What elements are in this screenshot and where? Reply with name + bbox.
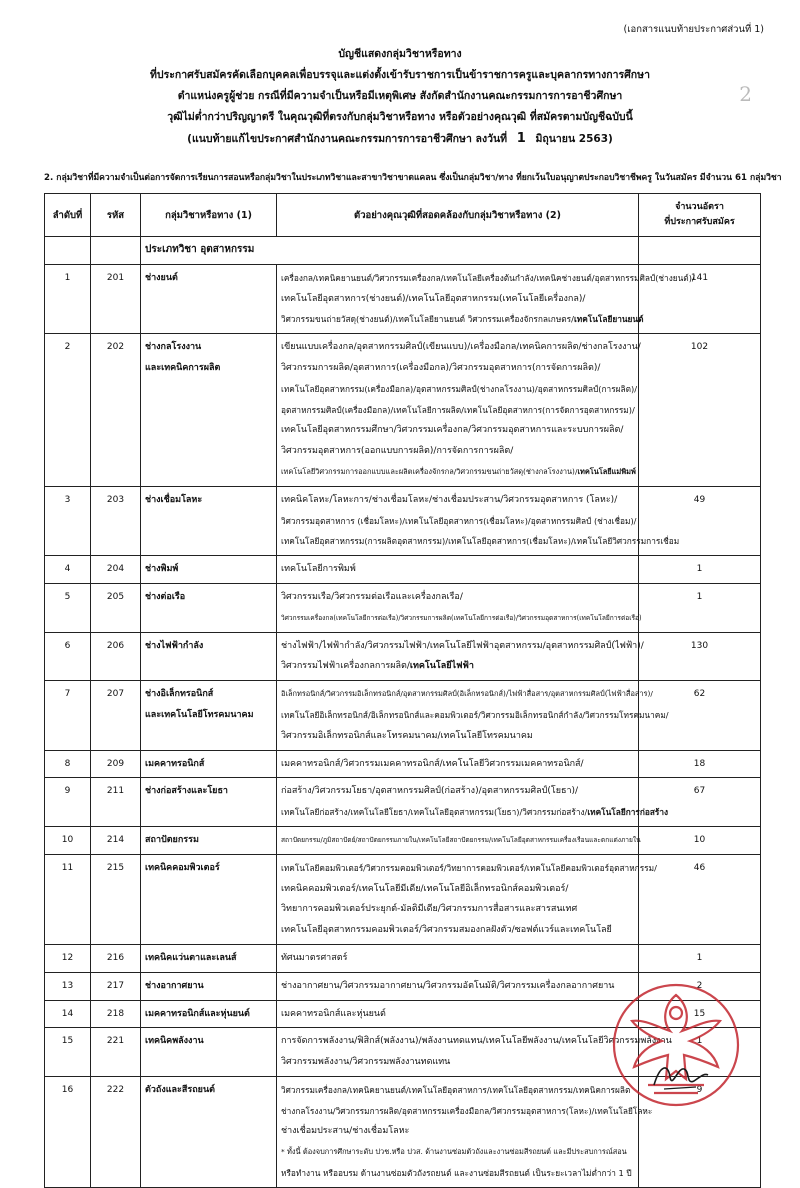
- row-number: 3: [45, 486, 91, 555]
- qualification-line: [281, 420, 634, 441]
- qualification-text: ช่างอากาศยาน/วิศวกรรมอากาศยาน/วิศวกรรมอัตโนมัติ/วิศวกรรมเครื่องกลอากาศยาน: [281, 980, 615, 991]
- qualification-line: [281, 289, 634, 310]
- qualification-line: [281, 309, 644, 330]
- row-group: [141, 750, 277, 778]
- row-qualifications: [277, 334, 639, 487]
- qualification-line: [281, 1052, 634, 1073]
- qualification-line: [281, 337, 641, 358]
- qualification-line: [281, 462, 634, 483]
- row-qualifications: [277, 826, 639, 854]
- row-group: [141, 826, 277, 854]
- row-seats: 62: [639, 681, 761, 750]
- table-row: [45, 334, 761, 487]
- header-seats: [639, 194, 761, 237]
- row-code: 206: [91, 632, 141, 681]
- row-seats: 1: [639, 583, 761, 632]
- qualification-line: [281, 400, 634, 421]
- row-number: 4: [45, 556, 91, 584]
- row-qualifications: [277, 750, 639, 778]
- row-code: 202: [91, 334, 141, 487]
- qualification-line: [281, 531, 680, 552]
- row-number: 8: [45, 750, 91, 778]
- row-group: [141, 1076, 277, 1187]
- qualification-line: [281, 587, 634, 608]
- row-number: 1: [45, 264, 91, 333]
- group-line: สถาปัตยกรรม: [145, 834, 199, 845]
- qualification-text: เทคโนโลยีวิศวกรรมการออกแบบและผลิตเครื่องจักรกล/วิศวกรรมขนถ่ายวัสดุ(ช่างกลโรงงาน)/: [281, 466, 578, 476]
- row-seats: 1: [639, 1028, 761, 1077]
- group-line: ช่างยนต์: [145, 272, 178, 283]
- qualification-line: [281, 441, 634, 462]
- qualification-text: เทคโนโลยีอุตสาหกรรม(การผลิตอุตสาหกรรม)/เทคโนโลยีอุตสาหการ(เชื่อมโลหะ)/เทคโนโลยีวิศวกรรมการเชื่อม: [281, 536, 680, 547]
- table-row: [45, 854, 761, 944]
- group-line: ช่างก่อสร้างและโยธา: [145, 786, 228, 797]
- qualification-text: เทคโนโลยีก่อสร้าง/เทคโนโลยีโยธา/เทคโนโลยีอุตสาหกรรม(โยธา)/วิศวกรรมก่อสร้าง/: [281, 807, 588, 818]
- group-line: และเทคโนโลยีโทรคมนาคม: [145, 709, 254, 720]
- row-seats: 67: [639, 778, 761, 827]
- group-line: ช่างเชื่อมโลหะ: [145, 494, 203, 505]
- row-number: 5: [45, 583, 91, 632]
- row-qualifications: [277, 1000, 639, 1028]
- row-group: [141, 334, 277, 487]
- qualification-text: เครื่องกล/เทคนิคยานยนต์/วิศวกรรมเครื่องกล/เทคโนโลยีเครื่องต้นกำลัง/เทคนิคช่างยนต์/อุตสาหกรรมศิลป์(ช่างยนต์)/: [281, 272, 695, 283]
- row-code: 205: [91, 583, 141, 632]
- qualification-text: หรือทำงาน หรืออบรม ด้านงานซ่อมตัวถังรถยนต์ และงานซ่อมสีรถยนต์ เป็นระยะเวลาไม่ต่ำกว่า 1 ปี: [281, 1168, 632, 1179]
- qualification-line: [281, 1080, 634, 1101]
- table-header-row: [45, 194, 761, 237]
- group-line: และเทคนิคการผลิต: [145, 362, 221, 373]
- qualification-line: [281, 830, 641, 851]
- heading-line: ตำแหน่งครูผู้ช่วย กรณีที่มีความจำเป็นหรือมีเหตุพิเศษ สังกัดสำนักงานคณะกรรมการการอาชีวศึกษา: [177, 90, 623, 102]
- qualification-line: [281, 1101, 653, 1122]
- date-line: [0, 128, 800, 150]
- row-number: 9: [45, 778, 91, 827]
- row-seats: 141: [639, 264, 761, 333]
- table-row: [45, 583, 761, 632]
- qualification-line: [281, 379, 638, 400]
- qualification-text: เมคคาทรอนิกส์และหุ่นยนต์: [281, 1008, 386, 1019]
- date-line-pre: (แนบท้ายแก้ไขประกาศสำนักงานคณะกรรมการการอาชีวศึกษา ลงวันที่: [187, 133, 508, 145]
- heading-line: บัญชีแสดงกลุ่มวิชาหรือทาง: [338, 48, 462, 60]
- group-line: เมคคาทรอนิกส์: [145, 758, 205, 769]
- row-qualifications: [277, 486, 680, 555]
- qualification-line: [281, 1121, 634, 1142]
- row-group: [141, 1000, 277, 1028]
- qualification-text: ช่างกลโรงงาน/วิศวกรรมการผลิต/อุตสาหกรรมเครื่องมือกล/วิศวกรรมอุตสาหการ(โลหะ)/เทคโนโลยีโลหะ: [281, 1105, 653, 1116]
- qualification-line: [281, 608, 642, 629]
- qualification-bold-text: เทคโนโลยีแม่พิมพ์: [577, 466, 636, 476]
- qualification-line: [281, 490, 634, 511]
- row-qualifications: [277, 681, 669, 750]
- qualification-bold-text: เทคโนโลยีการก่อสร้าง: [587, 807, 669, 818]
- qualification-text: อุตสาหกรรมศิลป์(เครื่องมือกล)/เทคโนโลยีการผลิต/เทคโนโลยีอุตสาหการ(การจัดการอุตสาหกรรม)/: [281, 404, 635, 415]
- qualification-text: เทคโนโลยีคอมพิวเตอร์/วิศวกรรมคอมพิวเตอร์/วิทยาการคอมพิวเตอร์/เทคโนโลยีคอมพิวเตอร์อุตสาหกรรม/: [281, 862, 657, 873]
- row-code: 207: [91, 681, 141, 750]
- qualification-line: [281, 802, 669, 823]
- group-line: เทคนิคแว่นตาและเลนส์: [145, 952, 237, 963]
- row-seats: 102: [639, 334, 761, 487]
- document-heading: [0, 44, 800, 150]
- table-row: [45, 750, 761, 778]
- qualification-text: วิศวกรรมอิเล็กทรอนิกส์และโทรคมนาคม/เทคโนโลยีโทรคมนาคม: [281, 730, 533, 741]
- row-code: 215: [91, 854, 141, 944]
- row-seats: 46: [639, 854, 761, 944]
- row-number: 15: [45, 1028, 91, 1077]
- group-line: ช่างกลโรงงาน: [145, 342, 202, 353]
- group-line: ช่างต่อเรือ: [145, 591, 186, 602]
- row-qualifications: [277, 1076, 653, 1187]
- qualification-line: [281, 899, 634, 920]
- qualification-text: เทคโนโลยีอิเล็กทรอนิกส์/อิเล็กทรอนิกส์และคอมพิวเตอร์/วิศวกรรมอิเล็กทรอนิกส์กำลัง/วิศวกรรมโทรคมนาคม/: [281, 709, 669, 720]
- qualification-line: [281, 879, 634, 900]
- header-code: รหัส: [91, 194, 141, 237]
- table-row: [45, 778, 761, 827]
- group-line: เทคนิคคอมพิวเตอร์: [145, 862, 220, 873]
- qualification-text: การจัดการพลังงาน/ฟิสิกส์(พลังงาน)/พลังงานทดแทน/เทคโนโลยีพลังงาน/เทคโนโลยีวิศวกรรมพลังงาน: [281, 1036, 672, 1047]
- qualification-line: [281, 268, 695, 289]
- row-number: 12: [45, 944, 91, 972]
- qualification-text: เขียนแบบเครื่องกล/อุตสาหกรรมศิลป์(เขียนแบบ)/เครื่องมือกล/เทคนิคการผลิต/ช่างกลโรงงาน/: [281, 342, 641, 353]
- header-qualification: ตัวอย่างคุณวุฒิที่สอดคล้องกับกลุ่มวิชาหรือทาง (2): [277, 194, 639, 237]
- qualification-line: [281, 684, 653, 705]
- group-line: เมคคาทรอนิกส์และหุ่นยนต์: [145, 1008, 250, 1019]
- row-seats: 9: [639, 1076, 761, 1187]
- header-group: กลุ่มวิชาหรือทาง (1): [141, 194, 277, 237]
- qualification-line: [281, 511, 637, 532]
- row-group: [141, 264, 277, 333]
- row-number: 14: [45, 1000, 91, 1028]
- row-code: 211: [91, 778, 141, 827]
- group-line: ช่างอากาศยาน: [145, 980, 204, 991]
- category-row: [45, 237, 761, 265]
- row-code: 216: [91, 944, 141, 972]
- row-qualifications: [277, 854, 657, 944]
- qualification-text: วิศวกรรมการผลิต/อุตสาหการ(เครื่องมือกล)/วิศวกรรมอุตสาหการ(การจัดการผลิต)/: [281, 362, 601, 373]
- row-number: 10: [45, 826, 91, 854]
- table-row: [45, 681, 761, 750]
- qualification-text: เทคโนโลยีการพิมพ์: [281, 564, 356, 575]
- group-line: ช่างไฟฟ้ากำลัง: [145, 640, 204, 651]
- qualification-text: วิศวกรรมเครื่องกล(เทคโนโลยีการต่อเรือ)/วิศวกรรมการผลิต(เทคโนโลยีการต่อเรือ)/วิศวกรรมอุตสาหการ(เทคโนโลยีการต่อเรือ): [281, 613, 642, 622]
- qualification-text: วิศวกรรมขนถ่ายวัสดุ(ช่างยนต์)/เทคโนโลยียานยนต์ วิศวกรรมเครื่องจักรกลเกษตร/: [281, 314, 574, 325]
- qualification-text: วิศวกรรมเรือ/วิศวกรรมต่อเรือและเครื่องกลเรือ/: [281, 591, 463, 602]
- qualification-text: สถาปัตยกรรม/ภูมิสถาปัตย์/สถาปัตยกรรมภายใน/เทคโนโลยีสถาปัตยกรรม/เทคโนโลยีอุตสาหกรรมเครื่องเรือนและตกแต่งภายใน: [281, 835, 641, 844]
- row-number: 11: [45, 854, 91, 944]
- header-no: ลำดับที่: [45, 194, 91, 237]
- row-group: [141, 583, 277, 632]
- qualification-text: ช่างเชื่อมประสาน/ช่างเชื่อมโลหะ: [281, 1126, 410, 1137]
- row-number: 16: [45, 1076, 91, 1187]
- row-number: 13: [45, 972, 91, 1000]
- qualification-line: [281, 656, 634, 677]
- row-code: 222: [91, 1076, 141, 1187]
- row-number: 6: [45, 632, 91, 681]
- row-code: 204: [91, 556, 141, 584]
- qualification-line: [281, 1031, 672, 1052]
- category-label: ประเภทวิชา อุตสาหกรรม: [141, 237, 639, 265]
- qualification-bold-text: เทคโนโลยียานยนต์: [573, 314, 644, 325]
- qualification-line: [281, 948, 634, 969]
- table-row: [45, 556, 761, 584]
- qualification-text: เทคโนโลยีอุตสาหกรรม(เครื่องมือกล)/อุตสาหกรรมศิลป์(ช่างกลโรงงาน)/อุตสาหกรรมศิลป์(การผลิต)/: [281, 383, 638, 394]
- qualification-line: [281, 726, 634, 747]
- qualification-text: วิศวกรรมพลังงาน/วิศวกรรมพลังงานทดแทน: [281, 1057, 451, 1068]
- row-group: [141, 556, 277, 584]
- row-group: [141, 1028, 277, 1077]
- table-row: [45, 826, 761, 854]
- row-seats: 18: [639, 750, 761, 778]
- qualification-line: [281, 636, 644, 657]
- top-note: (เอกสารแนบท้ายประกาศส่วนที่ 1): [623, 24, 764, 35]
- qualification-line: [281, 358, 634, 379]
- section-title: 2. กลุ่มวิชาที่มีความจำเป็นต่อการจัดการเรียนการสอนหรือกลุ่มวิชาในประเภทวิชาและสาขาวิชาขาดแคลน ซึ่งเป็นกลุ่มวิชา/ทาง ที่ยกเว้นใบอนุญาตประกอบวิชาชีพครู ในวันสมัคร มีจำนวน 61 กลุ่มวิชา: [44, 173, 782, 183]
- row-seats: 15: [639, 1000, 761, 1028]
- qualification-line: [281, 1142, 634, 1163]
- row-qualifications: [277, 1028, 672, 1077]
- group-line: ช่างพิมพ์: [145, 564, 179, 575]
- row-group: [141, 854, 277, 944]
- row-group: [141, 944, 277, 972]
- row-code: 201: [91, 264, 141, 333]
- qualification-bold-text: เทคโนโลยีไฟฟ้า: [409, 661, 474, 672]
- table-row: [45, 944, 761, 972]
- row-qualifications: [277, 556, 639, 584]
- qualification-text: วิศวกรรมเครื่องกล/เทคนิคยานยนต์/เทคโนโลยีอุตสาหการ/เทคโนโลยีอุตสาหกรรม/เทคนิคการผลิต: [281, 1084, 631, 1095]
- row-qualifications: [277, 583, 642, 632]
- header-seats-line: จำนวนอัตรา: [675, 202, 724, 212]
- row-code: 221: [91, 1028, 141, 1077]
- qualification-text: เทคโนโลยีอุตสาหการ(ช่างยนต์)/เทคโนโลยีอุตสาหกรรม(เทคโนโลยีเครื่องกล)/: [281, 293, 586, 304]
- qualification-line: [281, 1163, 634, 1184]
- qualification-text: เทคนิคโลหะ/โลหะการ/ช่างเชื่อมโลหะ/ช่างเชื่อมประสาน/วิศวกรรมอุตสาหการ (โลหะ)/: [281, 494, 618, 505]
- qualification-line: [281, 1004, 634, 1025]
- date-line-post: มิถุนายน 2563): [535, 133, 613, 145]
- signature-icon: [650, 1055, 710, 1095]
- row-code: 218: [91, 1000, 141, 1028]
- row-qualifications: [277, 632, 644, 681]
- row-group: [141, 632, 277, 681]
- page-number: 2: [739, 82, 752, 106]
- row-qualifications: [277, 778, 669, 827]
- qualification-text: เมคคาทรอนิกส์/วิศวกรรมเมคคาทรอนิกส์/เทคโนโลยีวิศวกรรมเมคคาทรอนิกส์/: [281, 758, 584, 769]
- qualification-text: ทัศนมาตรศาสตร์: [281, 952, 348, 963]
- row-seats: 10: [639, 826, 761, 854]
- row-number: 7: [45, 681, 91, 750]
- table-row: [45, 264, 761, 333]
- row-seats: 2: [639, 972, 761, 1000]
- qualification-line: [281, 559, 634, 580]
- qualification-line: [281, 705, 669, 726]
- qualification-line: [281, 920, 634, 941]
- row-code: 214: [91, 826, 141, 854]
- qualification-line: [281, 754, 634, 775]
- header-seats-line: ที่ประกาศรับสมัคร: [664, 217, 735, 227]
- qualification-text: * ทั้งนี้ ต้องจบการศึกษาระดับ ปวช.หรือ ปวส. ด้านงานซ่อมตัวถังและงานซ่อมสีรถยนต์ และมีประสบการณ์สอน: [281, 1147, 627, 1157]
- qualification-text: ช่างไฟฟ้า/ไฟฟ้ากำลัง/วิศวกรรมไฟฟ้า/เทคโนโลยีไฟฟ้าอุตสาหกรรม/อุตสาหกรรมศิลป์(ไฟฟ้า)/: [281, 640, 644, 651]
- qualification-text: วิศวกรรมอุตสาหการ(ออกแบบการผลิต)/การจัดการการผลิต/: [281, 446, 514, 457]
- qualification-text: อิเล็กทรอนิกส์/วิศวกรรมอิเล็กทรอนิกส์/อุตสาหกรรมศิลป์(อิเล็กทรอนิกส์)/ไฟฟ้าสื่อสาร/อุตสาหกรรมศิลป์(ไฟฟ้าสื่อสาร)/: [281, 689, 653, 699]
- row-seats: 49: [639, 486, 761, 555]
- row-code: 209: [91, 750, 141, 778]
- row-group: [141, 778, 277, 827]
- row-qualifications: [277, 972, 639, 1000]
- table-row: [45, 632, 761, 681]
- row-seats: 130: [639, 632, 761, 681]
- row-number: 2: [45, 334, 91, 487]
- heading-line: วุฒิไม่ต่ำกว่าปริญญาตรี ในคุณวุฒิที่ตรงกับกลุ่มวิชาหรือทาง หรือตัวอย่างคุณวุฒิ ที่สมัครตามบัญชีฉบับนี้: [167, 111, 633, 123]
- row-group: [141, 486, 277, 555]
- group-line: ช่างอิเล็กทรอนิกส์: [145, 689, 214, 700]
- qualification-text: เทคโนโลยีอุตสาหกรรมศึกษา/วิศวกรรมเครื่องกล/วิศวกรรมอุตสาหการและระบบการผลิต/: [281, 425, 624, 436]
- qualification-text: วิทยาการคอมพิวเตอร์ประยุกต์-มัลติมีเดีย/วิศวกรรมการสื่อสารและสารสนเทศ: [281, 904, 578, 915]
- date-day: 1: [516, 131, 526, 146]
- table-row: [45, 486, 761, 555]
- row-group: [141, 972, 277, 1000]
- row-seats: 1: [639, 556, 761, 584]
- qualification-text: เทคโนโลยีอุตสาหกรรมคอมพิวเตอร์/วิศวกรรมสมองกลฝังตัว/ซอฟต์แวร์และเทคโนโลยี: [281, 925, 612, 936]
- row-qualifications: [277, 944, 639, 972]
- heading-line: ที่ประกาศรับสมัครคัดเลือกบุคคลเพื่อบรรจุและแต่งตั้งเข้ารับราชการเป็นข้าราชการครูและบุคลากรทางการศึกษา: [150, 69, 650, 81]
- qualification-line: [281, 781, 634, 802]
- qualification-text: เทคนิคคอมพิวเตอร์/เทคโนโลยีมีเดีย/เทคโนโลยีอิเล็กทรอนิกส์คอมพิวเตอร์/: [281, 883, 569, 894]
- qualification-line: [281, 976, 634, 997]
- group-line: เทคนิคพลังงาน: [145, 1036, 204, 1047]
- row-code: 217: [91, 972, 141, 1000]
- qualification-text: วิศวกรรมอุตสาหการ (เชื่อมโลหะ)/เทคโนโลยีอุตสาหการ(เชื่อมโลหะ)/อุตสาหกรรมศิลป์ (ช่างเชื่อม)/: [281, 515, 637, 526]
- qualification-text: ก่อสร้าง/วิศวกรรมโยธา/อุตสาหกรรมศิลป์(ก่อสร้าง)/อุตสาหกรรมศิลป์(โยธา)/: [281, 786, 579, 797]
- row-qualifications: [277, 264, 695, 333]
- row-code: 203: [91, 486, 141, 555]
- group-line: ตัวถังและสีรถยนต์: [145, 1084, 215, 1095]
- qualification-text: วิศวกรรมไฟฟ้าเครื่องกลการผลิต/: [281, 661, 410, 672]
- row-group: [141, 681, 277, 750]
- row-seats: 1: [639, 944, 761, 972]
- qualification-line: [281, 858, 657, 879]
